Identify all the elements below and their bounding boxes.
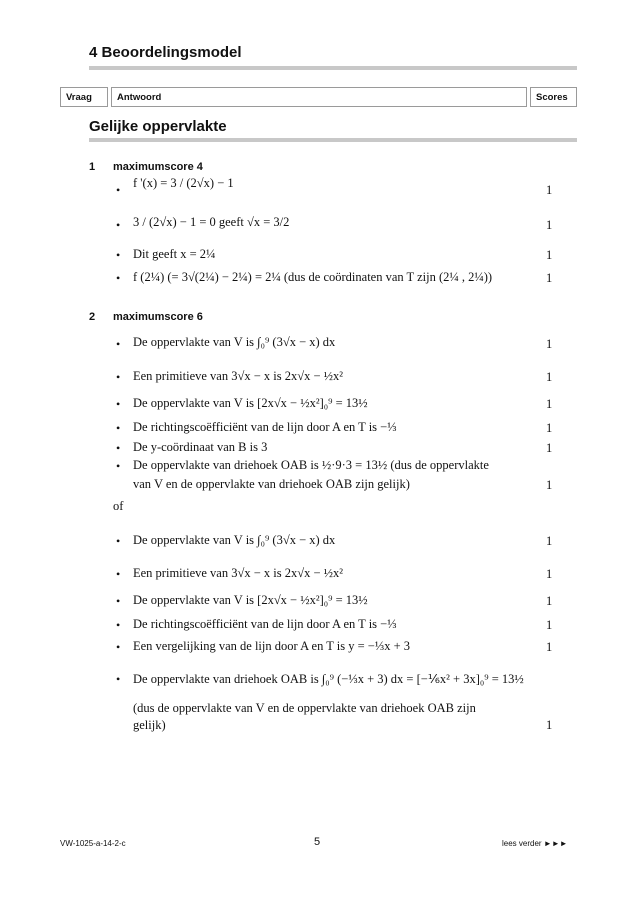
bullet: • <box>116 337 121 351</box>
bullet: • <box>116 459 121 473</box>
bullet: • <box>116 271 121 285</box>
step-score: 1 <box>546 421 553 435</box>
question-max-score: maximumscore 6 <box>113 311 203 323</box>
step-score: 1 <box>546 337 553 351</box>
bullet: • <box>116 421 121 435</box>
bullet: • <box>116 441 121 455</box>
answer-step: Dit geeft x = 2¼ <box>133 247 216 261</box>
bullet: • <box>116 567 121 581</box>
step-score: 1 <box>546 397 553 411</box>
question-number: 1 <box>89 161 96 173</box>
answer-step: De oppervlakte van driehoek OAB is ∫₀⁹ (−⅓x + 3) dx = [−⅙x² + 3x]₀⁹ = 13½ <box>133 672 524 686</box>
step-score: 1 <box>546 183 553 197</box>
step-score: 1 <box>546 618 553 632</box>
step-score: 1 <box>546 271 553 285</box>
footer-code: VW-1025-a-14-2-c <box>60 839 126 848</box>
bullet: • <box>116 370 121 384</box>
answer-step: Een primitieve van 3√x − x is 2x√x − ½x² <box>133 566 344 580</box>
step-score: 1 <box>546 248 553 262</box>
bullet: • <box>116 397 121 411</box>
continue-note: lees verder ►►► <box>502 839 568 848</box>
answer-step: De oppervlakte van V is ∫₀⁹ (3√x − x) dx <box>133 335 336 349</box>
page-number: 5 <box>314 836 321 848</box>
answer-step-continued: gelijk) <box>133 718 166 732</box>
section-rule <box>89 138 577 142</box>
answer-step: De oppervlakte van V is [2x√x − ½x²]₀⁹ = 13½ <box>133 593 368 607</box>
bullet: • <box>116 672 121 686</box>
bullet: • <box>116 248 121 262</box>
step-score: 1 <box>546 594 553 608</box>
answer-step: De oppervlakte van driehoek OAB is ½·9·3 = 13½ (dus de oppervlakte <box>133 458 489 472</box>
answer-step: f '(x) = 3 / (2√x) − 1 <box>133 176 234 190</box>
answer-step: De y-coördinaat van B is 3 <box>133 440 268 454</box>
answer-step: f (2¼) (= 3√(2¼) − 2¼) = 2¼ (dus de coördinaten van T zijn (2¼ , 2¼)) <box>133 270 493 284</box>
answer-step: De richtingscoëfficiënt van de lijn door A en T is −⅓ <box>133 617 397 631</box>
bullet: • <box>116 218 121 232</box>
question-number: 2 <box>89 311 96 323</box>
bullet: • <box>116 618 121 632</box>
step-score: 1 <box>546 534 553 548</box>
chapter-rule <box>89 66 577 70</box>
bullet: • <box>116 640 121 654</box>
step-score: 1 <box>546 370 553 384</box>
step-score: 1 <box>546 718 553 732</box>
step-score: 1 <box>546 478 553 492</box>
answer-step: 3 / (2√x) − 1 = 0 geeft √x = 3/2 <box>133 215 290 229</box>
answer-step: De oppervlakte van V is [2x√x − ½x²]₀⁹ = 13½ <box>133 396 368 410</box>
alternative-label: of <box>113 499 124 513</box>
step-score: 1 <box>546 567 553 581</box>
answer-step-continued: (dus de oppervlakte van V en de oppervlakte van driehoek OAB zijn <box>133 701 476 715</box>
step-score: 1 <box>546 441 553 455</box>
header-answer: Antwoord <box>111 87 527 107</box>
section-title: Gelijke oppervlakte <box>89 118 227 135</box>
bullet: • <box>116 534 121 548</box>
question-max-score: maximumscore 4 <box>113 161 203 173</box>
answer-step: De oppervlakte van V is ∫₀⁹ (3√x − x) dx <box>133 533 336 547</box>
header-scores: Scores <box>530 87 577 107</box>
bullet: • <box>116 594 121 608</box>
chapter-title: 4 Beoordelingsmodel <box>89 44 242 61</box>
answer-step: Een vergelijking van de lijn door A en T is y = −⅓x + 3 <box>133 639 411 653</box>
bullet: • <box>116 183 121 197</box>
step-score: 1 <box>546 640 553 654</box>
answer-step-continued: van V en de oppervlakte van driehoek OAB zijn gelijk) <box>133 477 410 491</box>
header-question: Vraag <box>60 87 108 107</box>
step-score: 1 <box>546 218 553 232</box>
answer-step: De richtingscoëfficiënt van de lijn door A en T is −⅓ <box>133 420 397 434</box>
answer-step: Een primitieve van 3√x − x is 2x√x − ½x² <box>133 369 344 383</box>
